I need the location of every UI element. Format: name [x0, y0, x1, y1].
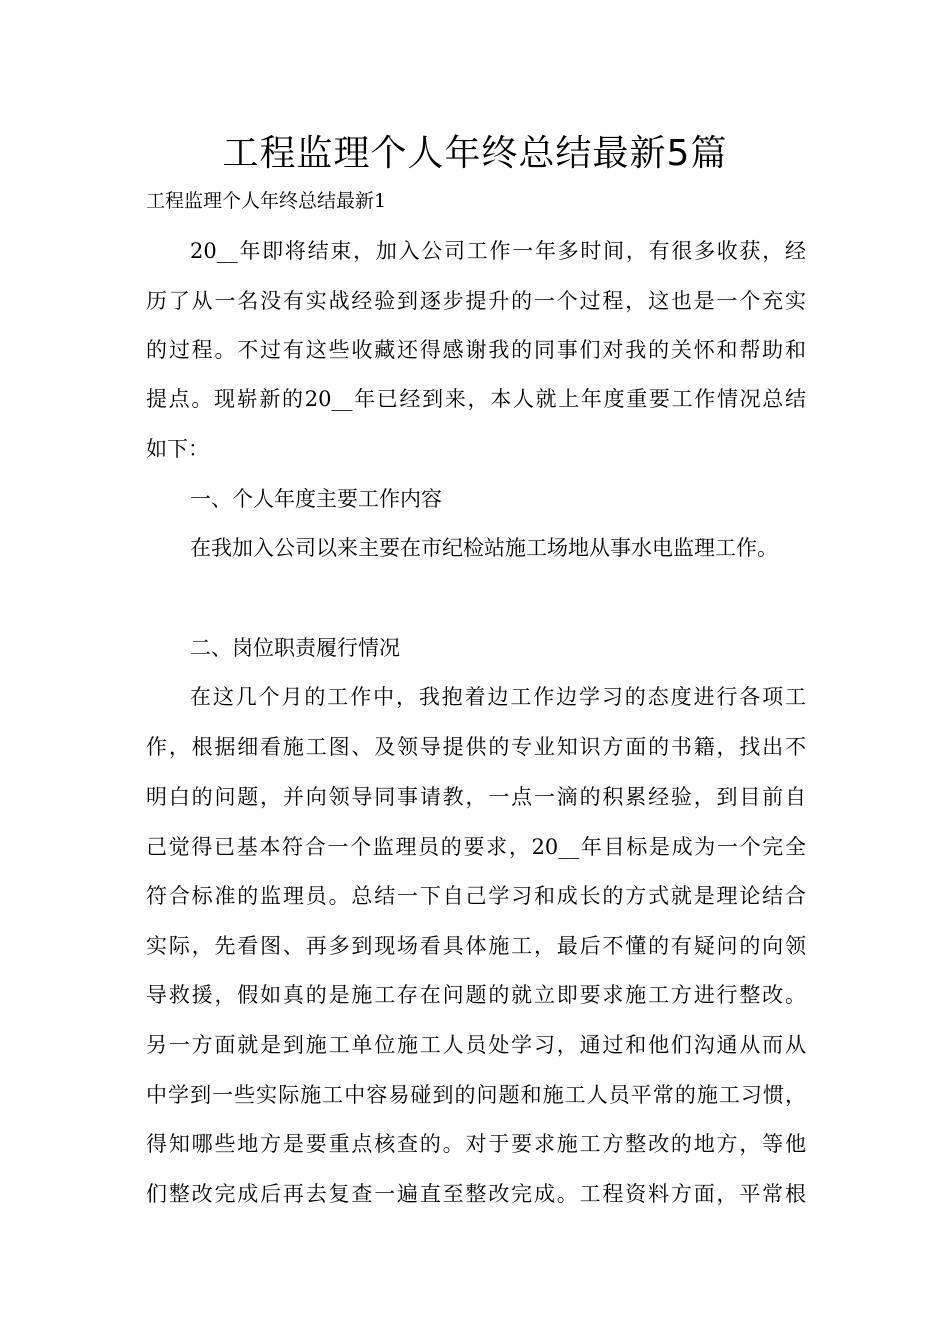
paragraph-line: 作，根据细看施工图、及领导提供的专业知识方面的书籍，找出不	[146, 735, 806, 759]
paragraph-line: 得知哪些地方是要重点核查的。对于要求施工方整改的地方，等他	[146, 1132, 806, 1156]
paragraph-line: 导救援，假如真的是施工存在问题的就立即要求施工方进行整改。	[146, 983, 806, 1007]
paragraph-line: 提点。现崭新的20__年已经到来，本人就上年度重要工作情况总结	[146, 387, 806, 411]
paragraph-line: 明白的问题，并向领导同事请教，一点一滴的积累经验，到目前自	[146, 785, 806, 809]
document-title: 工程监理个人年终总结最新5篇	[222, 133, 728, 174]
paragraph-line: 在我加入公司以来主要在市纪检站施工场地从事水电监理工作。	[190, 536, 778, 560]
paragraph-line: 实际，先看图、再多到现场看具体施工，最后不懂的有疑问的向领	[146, 934, 806, 958]
paragraph-line: 符合标准的监理员。总结一下自己学习和成长的方式就是理论结合	[146, 884, 806, 908]
paragraph-line: 20__年即将结束，加入公司工作一年多时间，有很多收获，经	[190, 239, 806, 263]
section-heading: 一、个人年度主要工作内容	[190, 487, 442, 511]
paragraph-line: 在这几个月的工作中，我抱着边工作边学习的态度进行各项工	[190, 685, 806, 709]
paragraph-line: 们整改完成后再去复查一遍直至整改完成。工程资料方面，平常根	[146, 1182, 806, 1206]
paragraph-line: 己觉得已基本符合一个监理员的要求，20__年目标是成为一个完全	[146, 835, 806, 859]
paragraph-line: 另一方面就是到施工单位施工人员处学习，通过和他们沟通从而从	[146, 1033, 806, 1057]
paragraph-line: 如下：	[146, 437, 209, 461]
section-heading: 二、岗位职责履行情况	[190, 636, 400, 660]
paragraph-line: 中学到一些实际施工中容易碰到的问题和施工人员平常的施工习惯，	[146, 1083, 806, 1107]
paragraph-line: 的过程。不过有这些收藏还得感谢我的同事们对我的关怀和帮助和	[146, 338, 806, 362]
section-subtitle: 工程监理个人年终总结最新1	[146, 190, 387, 212]
paragraph-line: 历了从一名没有实战经验到逐步提升的一个过程，这也是一个充实	[146, 289, 806, 313]
